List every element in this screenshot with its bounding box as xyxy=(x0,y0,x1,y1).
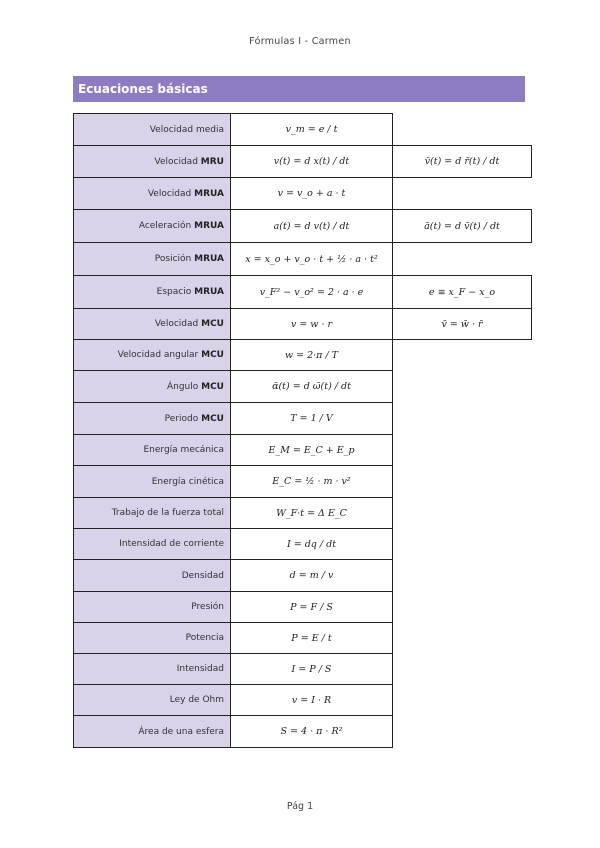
formula-secondary: e ≡ x_F − x_o xyxy=(393,276,532,309)
label-text: Energía cinética xyxy=(151,476,224,487)
formula-label xyxy=(74,146,231,178)
label-text: Velocidad xyxy=(154,319,199,329)
label-bold: MRUA xyxy=(194,188,224,199)
formula-secondary xyxy=(393,371,532,403)
formula-label xyxy=(74,114,231,146)
label-text: Área de una esfera xyxy=(138,726,224,737)
table-row xyxy=(74,560,532,592)
formula-primary: d = m / v xyxy=(231,560,393,592)
label-bold: MRUA xyxy=(194,221,224,231)
formula-primary: I = P / S xyxy=(231,654,393,685)
formula-primary: I = dq / dt xyxy=(231,529,393,560)
label-text: Velocidad angular xyxy=(117,350,199,360)
table-row xyxy=(74,498,532,529)
formula-primary: ᾱ(t) = d ω̄(t) / dt xyxy=(231,371,393,403)
label-bold: MRUA xyxy=(194,287,224,297)
formula-secondary xyxy=(393,178,532,210)
formula-primary: x = x_o + v_o · t + ½ · a · t² xyxy=(231,243,393,276)
section-title: Ecuaciones básicas xyxy=(73,76,525,102)
formula-label xyxy=(74,716,231,748)
table-row xyxy=(74,654,532,685)
formula-secondary: v̄(t) = d r̄(t) / dt xyxy=(393,146,532,178)
label-text: Ángulo xyxy=(166,381,199,392)
formula-primary: S = 4 · π · R² xyxy=(231,716,393,748)
formula-label xyxy=(74,685,231,716)
page-number: Pág 1 xyxy=(286,801,314,812)
label-text: Posición xyxy=(154,254,192,264)
formula-primary: W_F·t = Δ E_C xyxy=(231,498,393,529)
formula-label xyxy=(74,371,231,403)
formula-secondary: v̄ = w̄ · r̄ xyxy=(393,309,532,340)
label-text: Presión xyxy=(191,602,224,612)
formula-label xyxy=(74,529,231,560)
formula-secondary xyxy=(393,592,532,623)
formula-table xyxy=(73,113,532,748)
formula-primary: E_M = E_C + E_p xyxy=(231,435,393,466)
table-row xyxy=(74,403,532,435)
label-bold: MRUA xyxy=(194,254,224,264)
formula-primary: a(t) = d v(t) / dt xyxy=(231,210,393,243)
formula-secondary: ā(t) = d v̄(t) / dt xyxy=(393,210,532,243)
formula-secondary xyxy=(393,685,532,716)
formula-label xyxy=(74,592,231,623)
formula-secondary xyxy=(393,466,532,498)
table-row xyxy=(74,371,532,403)
formula-primary: v = w · r xyxy=(231,309,393,340)
formula-primary: P = E / t xyxy=(231,623,393,654)
table-row xyxy=(74,435,532,466)
formula-label xyxy=(74,403,231,435)
table-row xyxy=(74,466,532,498)
formula-label xyxy=(74,243,231,276)
formula-primary: v(t) = d x(t) / dt xyxy=(231,146,393,178)
label-text: Periodo xyxy=(164,413,199,424)
formula-label xyxy=(74,560,231,592)
formula-secondary xyxy=(393,716,532,748)
label-bold: MRU xyxy=(200,156,224,167)
page-header: Fórmulas I - Carmen xyxy=(249,36,351,47)
formula-primary: v = v_o + a · t xyxy=(231,178,393,210)
table-row xyxy=(74,276,532,309)
formula-secondary xyxy=(393,623,532,654)
label-text: Velocidad xyxy=(154,156,198,167)
table-row xyxy=(74,146,532,178)
label-text: Ley de Ohm xyxy=(169,695,224,705)
table-row xyxy=(74,114,532,146)
label-bold: MCU xyxy=(201,350,224,360)
formula-secondary xyxy=(393,114,532,146)
formula-primary: v_m = e / t xyxy=(231,114,393,146)
formula-label xyxy=(74,210,231,243)
formula-primary: E_C = ½ · m · v² xyxy=(231,466,393,498)
label-text: Velocidad media xyxy=(149,124,224,135)
formula-secondary xyxy=(393,243,532,276)
label-text: Densidad xyxy=(181,570,224,581)
label-text: Trabajo de la fuerza total xyxy=(111,508,224,518)
label-text: Espacio xyxy=(156,287,192,297)
table-row xyxy=(74,716,532,748)
label-text: Intensidad de corriente xyxy=(119,539,224,549)
formula-label xyxy=(74,435,231,466)
label-text: Potencia xyxy=(185,633,224,643)
label-text: Aceleración xyxy=(138,221,192,231)
formula-secondary xyxy=(393,529,532,560)
formula-label xyxy=(74,178,231,210)
table-row xyxy=(74,685,532,716)
table-row xyxy=(74,309,532,340)
table-row xyxy=(74,178,532,210)
formula-label xyxy=(74,623,231,654)
table-row xyxy=(74,592,532,623)
table-row xyxy=(74,340,532,371)
formula-primary: v = I · R xyxy=(231,685,393,716)
formula-primary: T = 1 / V xyxy=(231,403,393,435)
formula-primary: P = F / S xyxy=(231,592,393,623)
formula-label xyxy=(74,498,231,529)
label-text: Intensidad xyxy=(176,664,224,674)
formula-secondary xyxy=(393,654,532,685)
formula-primary: w = 2·π / T xyxy=(231,340,393,371)
label-bold: MCU xyxy=(201,381,224,392)
table-row xyxy=(74,210,532,243)
label-text: Energía mecánica xyxy=(143,445,224,455)
formula-primary: v_F² − v_o² = 2 · a · e xyxy=(231,276,393,309)
table-row xyxy=(74,529,532,560)
table-row xyxy=(74,243,532,276)
formula-label xyxy=(74,340,231,371)
label-bold: MCU xyxy=(201,319,224,329)
formula-secondary xyxy=(393,498,532,529)
formula-secondary xyxy=(393,403,532,435)
formula-label xyxy=(74,466,231,498)
formula-label xyxy=(74,276,231,309)
formula-secondary xyxy=(393,560,532,592)
label-text: Velocidad xyxy=(147,188,192,199)
label-bold: MCU xyxy=(201,413,224,424)
formula-secondary xyxy=(393,340,532,371)
formula-label xyxy=(74,654,231,685)
formula-secondary xyxy=(393,435,532,466)
formula-label xyxy=(74,309,231,340)
table-row xyxy=(74,623,532,654)
